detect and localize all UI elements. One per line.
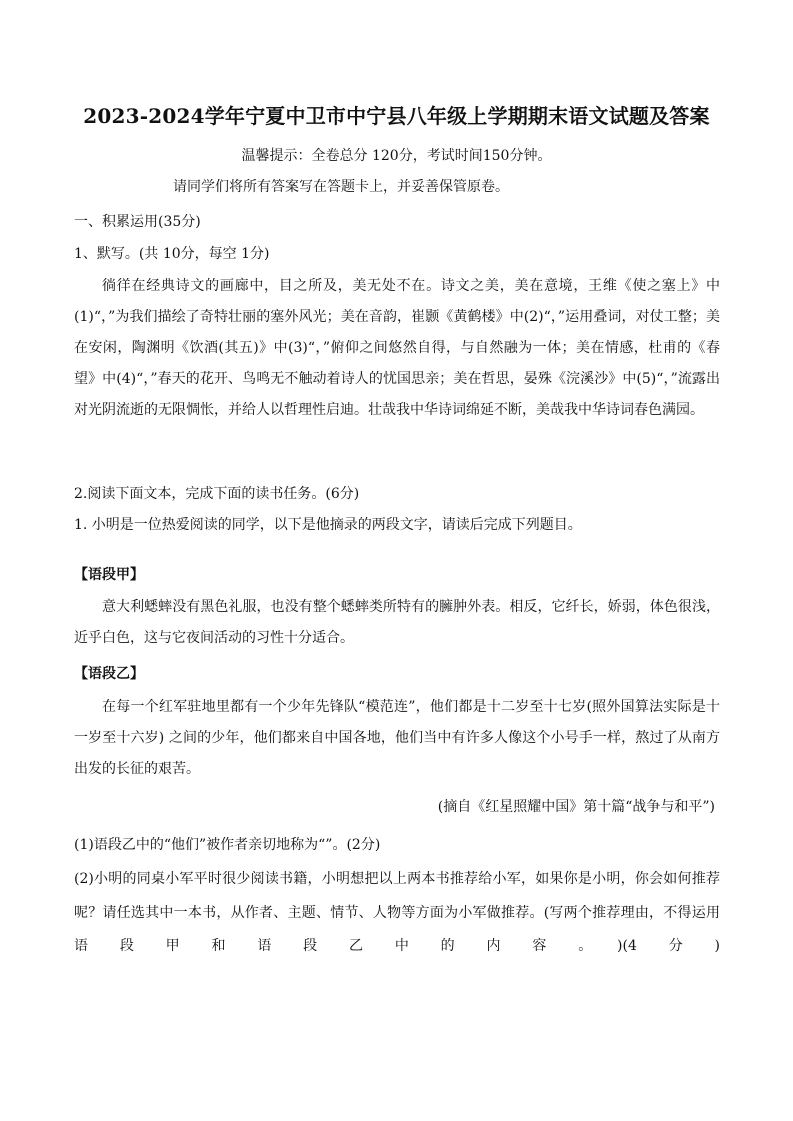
- question-1-paragraph: 徜徉在经典诗文的画廊中，目之所及，美无处不在。诗文之美，美在意境，王维《使之塞上》中(1)“，”为我们描绘了奇特壮丽的塞外风光；美在音韵，崔颢《黄鹤楼》中(2)“，”运用叠词，对仗工整；美在安闲，陶渊明《饮酒(其五)》中(3)“，”俯仰之间悠然自得，与自然融为一体；美在情感，杜甫的《春望》中(4)“，”春天的花开、鸟鸣无不触动着诗人的忧国思亲；美在哲思，晏殊《浣溪沙》中(5)“，”流露出对光阴流逝的无限惆怅，并给人以哲理性启迪。壮哉我中华诗词绵延不断，美哉我中华诗词春色满园。: [74, 278, 720, 418]
- sub-question-2-line-3: 语段甲和语段乙中的内容。)(4分): [74, 938, 720, 954]
- exam-instruction: 请同学们将所有答案写在答题卡上，并妥善保管原卷。: [173, 179, 509, 195]
- exam-tip: 温馨提示：全卷总分 120分，考试时间150分钟。: [241, 148, 552, 164]
- excerpt-b-source: (摘自《红星照耀中国》第十篇“战争与和平”): [437, 799, 715, 815]
- excerpt-b-label: 【语段乙】: [74, 666, 144, 682]
- question-2-title: 2.阅读下面文本，完成下面的读书任务。(6分): [74, 486, 360, 502]
- sub-question-2-line-1: (2)小明的同桌小军平时很少阅读书籍，小明想把以上两本书推荐给小军，如果你是小明，你会如何推荐: [74, 871, 720, 887]
- sub-question-2-line-2: 呢？请任选其中一本书，从作者、主题、情节、人物等方面为小军做推荐。(写两个推荐理由，不得运用: [74, 905, 720, 921]
- question-2-intro: 1. 小明是一位热爱阅读的同学，以下是他摘录的两段文字，请读后完成下列题目。: [74, 517, 582, 533]
- sub-question-1: (1)语段乙中的“他们”被作者亲切地称为“”。(2分): [74, 837, 381, 853]
- section-heading: 一、积累运用(35分): [74, 214, 201, 230]
- exam-title: 2023-2024学年宁夏中卫市中宁县八年级上学期期末语文试题及答案: [83, 104, 710, 128]
- excerpt-b-text: 在每一个红军驻地里都有一个少年先锋队“模范连”，他们都是十二岁至十七岁(照外国算法实际是十一岁至十六岁) 之间的少年，他们都来自中国各地，他们当中有许多人像这个小号手一样，熬过了从南方出发的长征的艰苦。: [74, 699, 720, 777]
- excerpt-a-label: 【语段甲】: [74, 567, 144, 583]
- excerpt-a-text: 意大利蟋蟀没有黑色礼服，也没有整个蟋蟀类所特有的臃肿外表。相反，它纤长，娇弱，体色很浅，近乎白色，这与它夜间活动的习性十分适合。: [74, 599, 720, 646]
- question-1-title: 1、默写。(共 10分，每空 1分): [74, 246, 270, 262]
